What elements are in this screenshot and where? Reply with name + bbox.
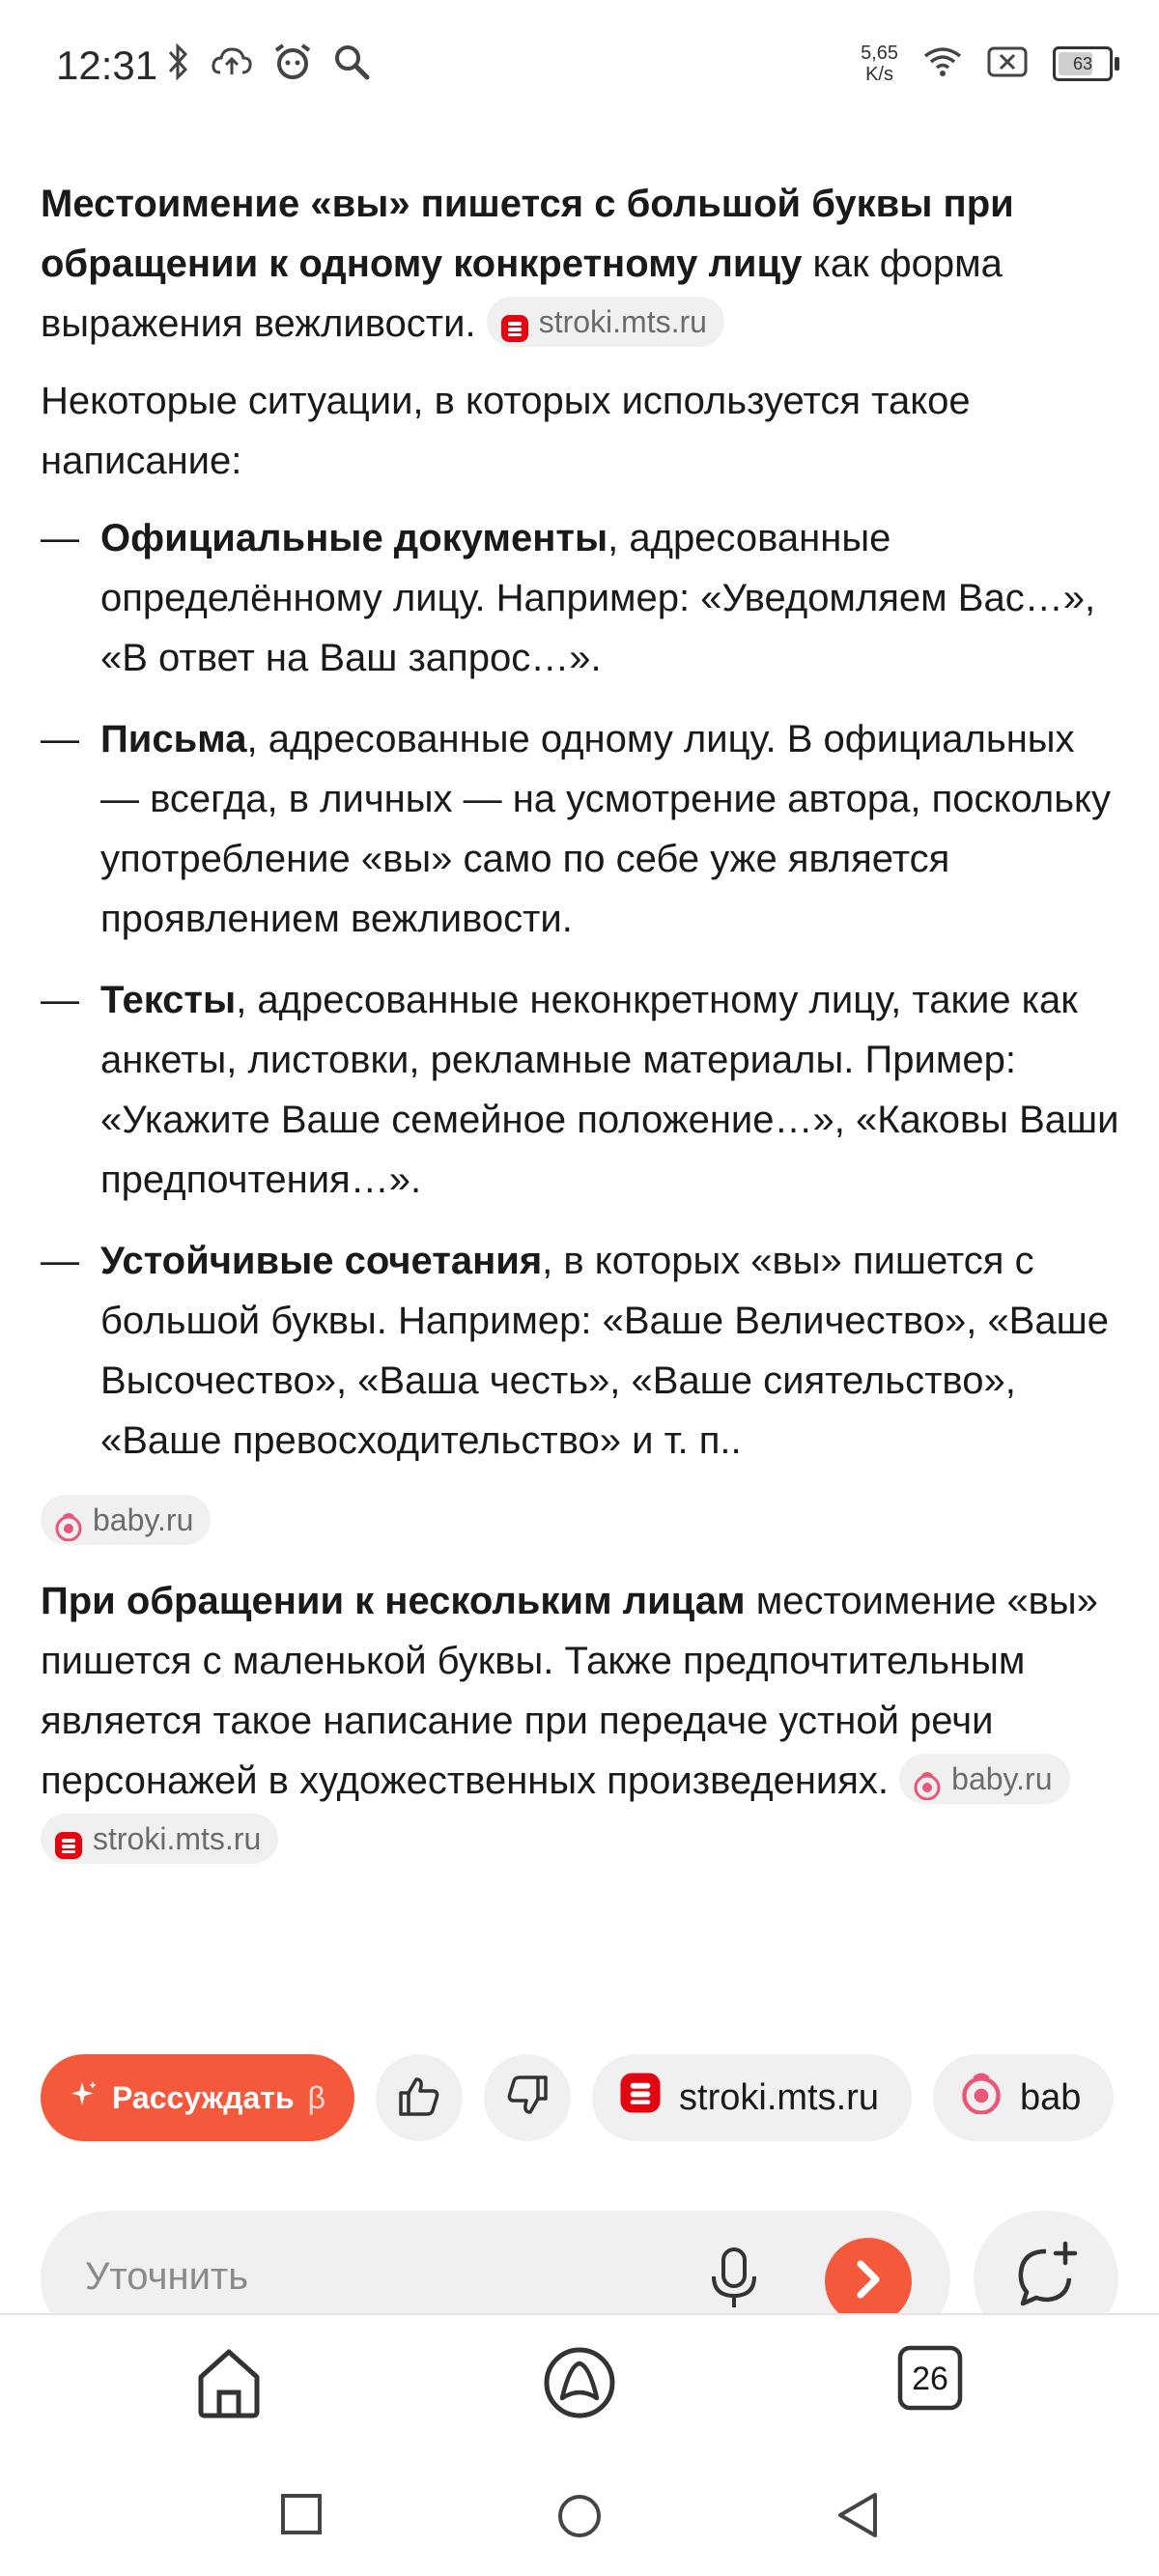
recent-apps-icon[interactable] — [280, 2493, 323, 2540]
baby-ru-icon — [960, 2072, 1003, 2124]
source-pill-stroki[interactable]: stroki.mts.ru — [592, 2054, 912, 2141]
thumbs-down-icon — [505, 2074, 550, 2123]
list-item: — Письма, адресованные одному лицу. В официальных — всегда, в личных — на усмотрение автора, поскольку употребление «вы» само по себе уже является проявлением вежливости. — [41, 718, 1111, 940]
mts-stroki-icon — [619, 2072, 662, 2124]
source-chip-baby[interactable]: baby.ru — [899, 1754, 1069, 1804]
alarm-icon — [272, 43, 313, 86]
reason-button[interactable]: Рассуждать β — [41, 2054, 354, 2141]
tabs-count: 26 — [912, 2361, 948, 2397]
answer-paragraph-2: Некоторые ситуации, в которых используется такое написание: — [41, 380, 971, 482]
back-icon[interactable] — [836, 2491, 879, 2544]
sparkle-icon — [70, 2079, 99, 2116]
thumbs-up-icon — [397, 2074, 441, 2123]
wifi-icon — [923, 46, 962, 82]
send-button[interactable] — [825, 2238, 912, 2325]
network-speed: 5,65 K/s — [861, 43, 898, 85]
new-chat-icon — [1007, 2238, 1085, 2320]
source-chip-stroki[interactable]: stroki.mts.ru — [41, 1814, 278, 1864]
like-button[interactable] — [376, 2054, 463, 2141]
system-navigation-bar — [0, 2454, 1159, 2576]
tabs-button[interactable] — [896, 2344, 964, 2417]
baby-ru-icon — [54, 1505, 83, 1534]
baby-ru-icon — [913, 1764, 942, 1793]
status-bar — [0, 0, 1159, 135]
answer-content — [41, 174, 1122, 1888]
microphone-icon[interactable] — [707, 2246, 761, 2318]
answer-paragraph-1 — [41, 174, 1122, 354]
status-time: 12:31 — [56, 43, 158, 88]
mts-stroki-icon — [54, 1824, 83, 1853]
search-icon — [332, 43, 371, 86]
home-icon[interactable] — [195, 2344, 263, 2426]
cloud-upload-icon — [211, 45, 253, 83]
list-item: — Устойчивые сочетания, в которых «вы» пишется с большой буквы. Например: «Ваше Величество», «Ваше Высочество», «Ваша честь», «Ваше сиятельство», «Ваше превосходительство» и т. п.. — [41, 1240, 1109, 1462]
answer-paragraph-1-text: как форма выражения вежливости. — [41, 243, 1003, 345]
source-chip-stroki[interactable]: stroki.mts.ru — [487, 297, 724, 347]
source-chip-baby[interactable]: baby.ru — [41, 1495, 211, 1545]
sim-off-icon — [987, 46, 1028, 82]
chevron-right-icon — [851, 2258, 886, 2305]
answer-list — [41, 508, 1122, 1471]
list-item: — Официальные документы, адресованные определённому лицу. Например: «Уведомляем Вас…», «В ответ на Ваш запрос…». — [41, 517, 1096, 679]
mts-stroki-icon — [500, 307, 529, 336]
followup-placeholder: Уточнить — [85, 2255, 249, 2298]
battery-icon: 63 — [1053, 46, 1113, 81]
bluetooth-icon — [166, 43, 191, 86]
alice-icon[interactable] — [541, 2344, 618, 2426]
answer-paragraph-3: При обращении к нескольким лицам местоимение «вы» пишется с маленькой буквы. Также предпочтительным является такое написание при передаче устной речи персонажей в художественных произведениях. baby.ru stroki.mts.ru — [41, 1571, 1122, 1871]
list-item: — Тексты, адресованные неконкретному лицу, такие как анкеты, листовки, рекламные материалы. Пример: «Укажите Ваше семейное положение…», «Каковы Ваши предпочтения…». — [41, 979, 1119, 1201]
dislike-button[interactable] — [484, 2054, 571, 2141]
answer-actions — [41, 2054, 1122, 2141]
answer-paragraph-1-bold: Местоимение «вы» пишется с большой буквы при обращении к одному конкретному лицу — [41, 183, 1014, 285]
bottom-navigation — [0, 2313, 1159, 2454]
source-pill-baby[interactable]: bab — [933, 2054, 1114, 2141]
home-system-icon[interactable] — [556, 2493, 603, 2544]
